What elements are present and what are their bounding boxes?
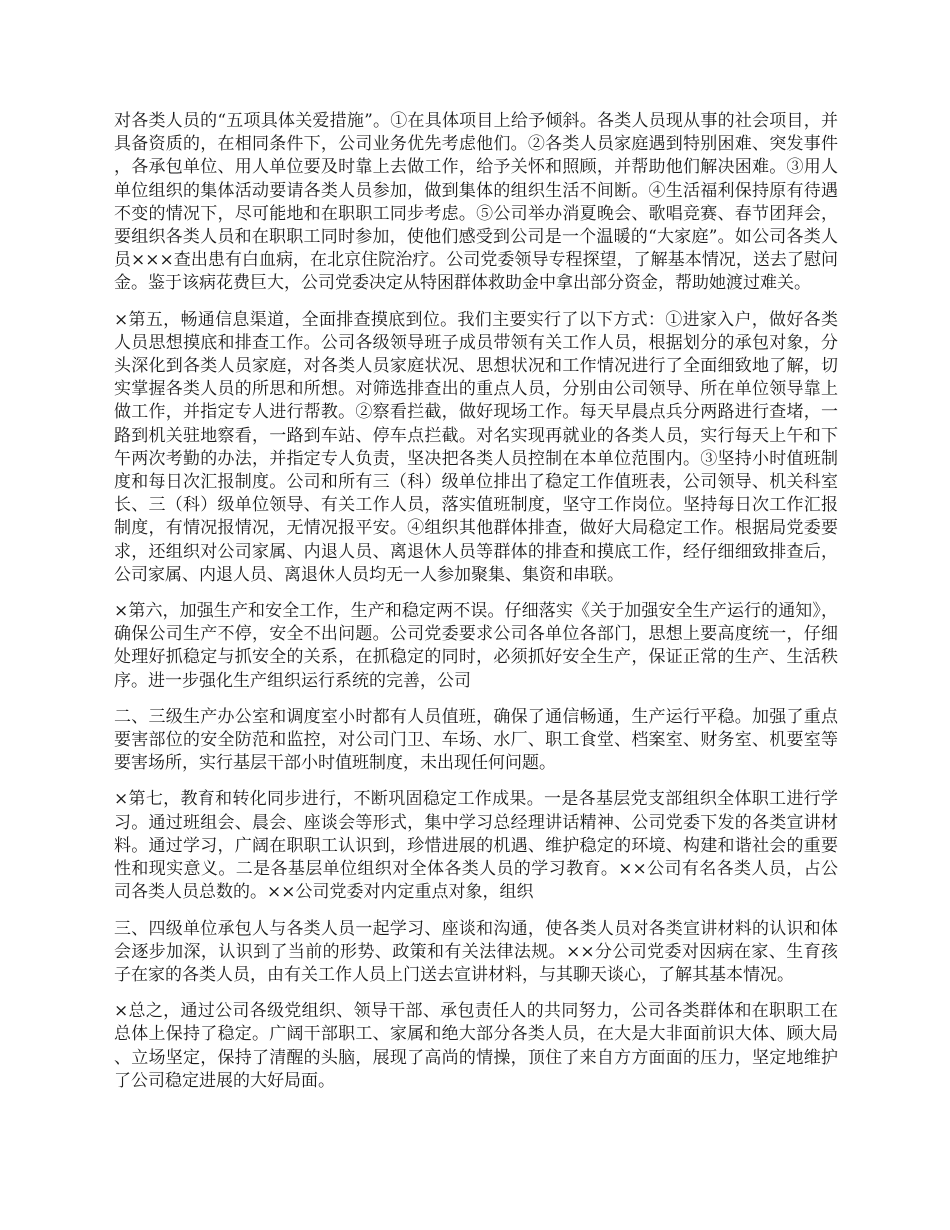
paragraph-seventh-education: ×第七，教育和转化同步进行，不断巩固稳定工作成果。一是各基层党支部组织全体职工进行学习。通过班组会、晨会、座谈会等形式，集中学习总经理讲话精神、公司党委下发的各类宣讲材料。通过学习，广阔在职职工认识到，珍惜进展的机遇、维护稳定的环境、构建和谐社会的重要性和现实意义。二是各基层单位组织对全体各类人员的学习教育。××公司有名各类人员，占公司各类人员总数的。××公司党委对内定重点对象，组织	[114, 789, 838, 903]
paragraph-care-measures: 对各类人员的“五项具体关爱措施”。①在具体项目上给予倾斜。各类人员现从事的社会项目，并具备资质的，在相同条件下，公司业务优先考虑他们。②各类人员家庭遇到特别困难、突发事件，各承包单位、用人单位要及时靠上去做工作，给予关怀和照顾，并帮助他们解决困难。③用人单位组织的集体活动要请各类人员参加，做到集体的组织生活不间断。④生活福利保持原有待遇不变的情况下，尽可能地和在职职工同步考虑。⑤公司举办消夏晚会、歌唱竞赛、春节团拜会，要组织各类人员和在职职工同时参加，使他们感受到公司是一个温暖的“大家庭”。如公司各类人员×××查出患有白血病，在北京住院治疗。公司党委领导专程探望，了解基本情况，送去了慰问金。鉴于该病花费巨大，公司党委决定从特困群体救助金中拿出部分资金，帮助她渡过难关。	[114, 111, 838, 294]
document-body	[114, 110, 838, 1106]
paragraph-contractor-study: 三、四级单位承包人与各类人员一起学习、座谈和沟通，使各类人员对各类宣讲材料的认识和体会逐步加深，认识到了当前的形势、政策和有关法律法规。××分公司党委对因病在家、生育孩子在家的各类人员，由有关工作人员上门送去宣讲材料，与其聊天谈心，了解其基本情况。	[114, 918, 838, 985]
paragraph-duty-offices: 二、三级生产办公室和调度室小时都有人员值班，确保了通信畅通，生产运行平稳。加强了重点要害部位的安全防范和监控，对公司门卫、车场、水厂、职工食堂、档案室、财务室、机要室等要害场所，实行基层干部小时值班制度，未出现任何问题。	[114, 706, 838, 774]
paragraph-conclusion: ×总之，通过公司各级党组织、领导干部、承包责任人的共同努力，公司各类群体和在职职工在总体上保持了稳定。广阔干部职工、家属和绝大部分各类人员，在大是大非面前识大体、顾大局、立场坚定，保持了清醒的头脑，展现了高尚的情操，顶住了来自方方面面的压力，坚定地维护了公司稳定进展的大好局面。	[114, 1001, 838, 1091]
paragraph-fifth-information-channels: ×第五，畅通信息渠道，全面排查摸底到位。我们主要实行了以下方式：①进家入户，做好各类人员思想摸底和排查工作。公司各级领导班子成员带领有关工作人员，根据划分的承包对象，分头深化到各类人员家庭，对各类人员家庭状况、思想状况和工作情况进行了全面细致地了解，切实掌握各类人员的所思和所想。对筛选排查出的重点人员，分别由公司领导、所在单位领导靠上做工作，并指定专人进行帮教。②察看拦截，做好现场工作。每天早晨点兵分两路进行查堵，一路到机关驻地察看，一路到车站、停车点拦截。对名实现再就业的各类人员，实行每天上午和下午两次考勤的办法，并指定专人负责，坚决把各类人员控制在本单位范围内。③坚持小时值班制度和每日次汇报制度。公司和所有三（科）级单位排出了稳定工作值班表，公司领导、机关科室长、三（科）级单位领导、有关工作人员，落实值班制度，坚守工作岗位。坚持每日次工作汇报制度，有情况报情况，无情况报平安。④组织其他群体排查，做好大局稳定工作。根据局党委要求，还组织对公司家属、内退人员、离退休人员等群体的排查和摸底工作，经仔细细致排查后，公司家属、内退人员、离退休人员均无一人参加聚集、集资和串联。	[114, 309, 838, 585]
paragraph-sixth-production-safety: ×第六，加强生产和安全工作，生产和稳定两不误。仔细落实《关于加强安全生产运行的通知》，确保公司生产不停，安全不出问题。公司党委要求公司各单位各部门，思想上要高度统一，仔细处理好抓稳定与抓安全的关系，在抓稳定的同时，必须抓好安全生产，保证正常的生产、生活秩序。进一步强化生产组织运行系统的完善，公司	[114, 601, 838, 691]
